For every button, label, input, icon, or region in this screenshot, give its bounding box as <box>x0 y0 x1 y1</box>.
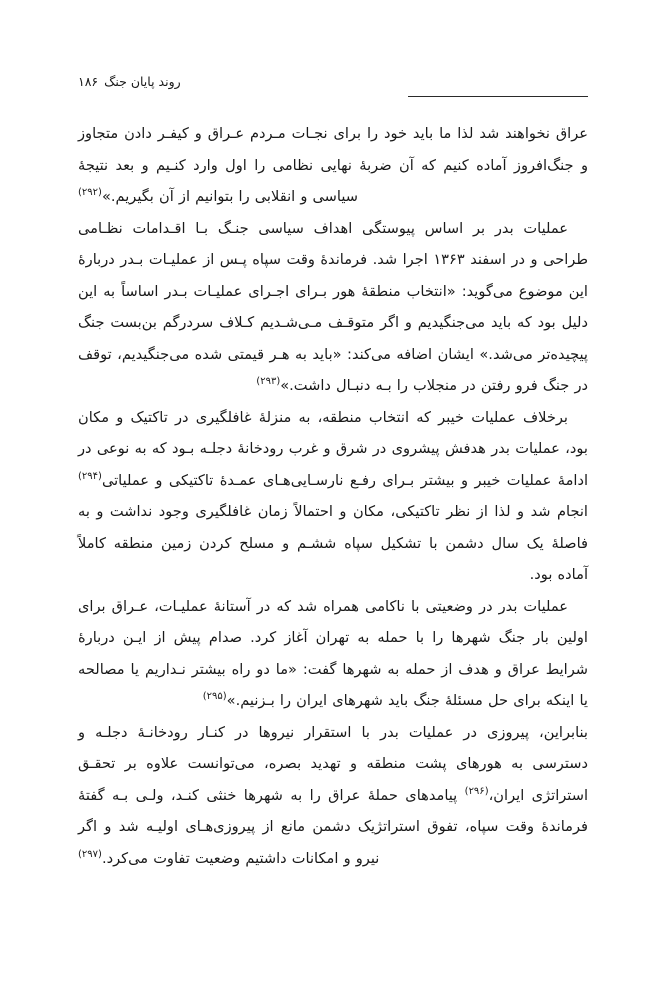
page-body <box>78 118 588 874</box>
paragraph-1-text: عراق نخواهند شد لذا ما باید خود را برای نجـات مـردم عـراق و کیفـر دادن متجاوز و جنگ‌افروز آماده کنیم که آن ضربهٔ نهایی نظامی را اول وارد کنـیم و بعد نتیجهٔ سیاسی و انقلابی را بتوانیم از آن بگیریم.» <box>78 125 588 205</box>
folio-number: ۱۸۶ <box>78 74 99 89</box>
paragraph-3-text: برخلاف عملیات خیبر که انتخاب منطقه، به منزلهٔ غافلگیری در تاکتیک و مکان بود، عملیات بدر هدفش پیشروی در شرق و غرب رودخانهٔ دجلـه بـود که به نوعی در ادامهٔ عملیات خیبر و بیشتر بـرای رفـع نارسـایی‌هـای عمـدهٔ تاکتیکی و عملیاتی <box>78 408 588 489</box>
paragraph-3 <box>78 402 588 591</box>
footnote-ref-297: (۲۹۷) <box>78 848 102 860</box>
paragraph-4 <box>78 591 588 717</box>
page-header <box>78 74 588 89</box>
footnote-ref-294: (۲۹۴) <box>78 470 102 482</box>
footnote-ref-295: (۲۹۵) <box>202 691 227 703</box>
paragraph-3-text-after: انجام شد و لذا از نظر تاکتیکی، مکان و احتمالاً زمان غافلگیری وجود نداشت و به فاصلهٔ یک سال دشمن با تشکیل سپاه ششـم و مسلح کردن زمین منطقه کاملاً آماده بود. <box>78 503 588 583</box>
paragraph-4-text: عملیات بدر در وضعیتی با ناکامی همراه شد که در آستانهٔ عملیـات، عـراق برای اولین بار جنگ شهرها را با حمله به تهران آغاز کرد. صدام پیش از ایـن دربارهٔ شرایط عراق و هدف از حمله به شهرها گفت: «ما دو راه بیشتر نـداریم یا مصالحه یا اینکه برای حل مسئلهٔ جنگ باید شهرهای ایران را بـزنیم.» <box>78 597 588 709</box>
footnote-ref-296: (۲۹۶) <box>464 785 489 797</box>
header-line <box>78 74 588 89</box>
footnote-ref-293: (۲۹۳) <box>256 376 281 388</box>
paragraph-5-text-after: پیامدهای حملهٔ عراق را به شهرها خنثی کنـد، ولـی بـه گفتهٔ فرماندهٔ وقت سپاه، تفوق استراتژیک دشمن مانع از پیروزی‌هـای اولیـه شد و اگر نیرو و امکانات داشتیم وضعیت تفاوت می‌کرد. <box>78 786 588 867</box>
paragraph-5 <box>78 717 588 875</box>
paragraph-1 <box>78 118 588 213</box>
running-title: روند پایان جنگ <box>104 74 181 89</box>
paragraph-2 <box>78 213 588 402</box>
footnote-ref-292: (۲۹۲) <box>78 187 102 199</box>
paragraph-2-text: عملیات بدر بر اساس پیوستگی اهداف سیاسی جنـگ بـا اقـدامات نظـامی طراحی و در اسفند ۱۳۶۳ اجرا شد. فرماندهٔ وقت سپاه پـس از عملیـات بـدر دربارهٔ این موضوع می‌گوید: «انتخاب منطقهٔ هور بـرای اجـرای عملیـات بـدر اساساً به این دلیل بود که باید می‌جنگیدیم و اگر متوقـف مـی‌شـدیم کـلاف سردرگم بن‌بست جنگ پیچیده‌تر می‌شد.» ایشان اضافه می‌کند: «باید به هـر قیمتی شده می‌جنگیدیم، توقف در جنگ فرو رفتن در منجلاب را بـه دنبـال داشت.» <box>78 219 588 394</box>
header-divider <box>408 96 588 97</box>
paragraph-5-text: بنابراین، پیروزی در عملیات بدر با استقرار نیروها در کنـار رودخانـهٔ دجلـه و دسترسی به هورهای پشت منطقه و تهدید بصره، می‌توانست علاوه بر تحقـق استراتژی ایران، <box>78 723 588 804</box>
